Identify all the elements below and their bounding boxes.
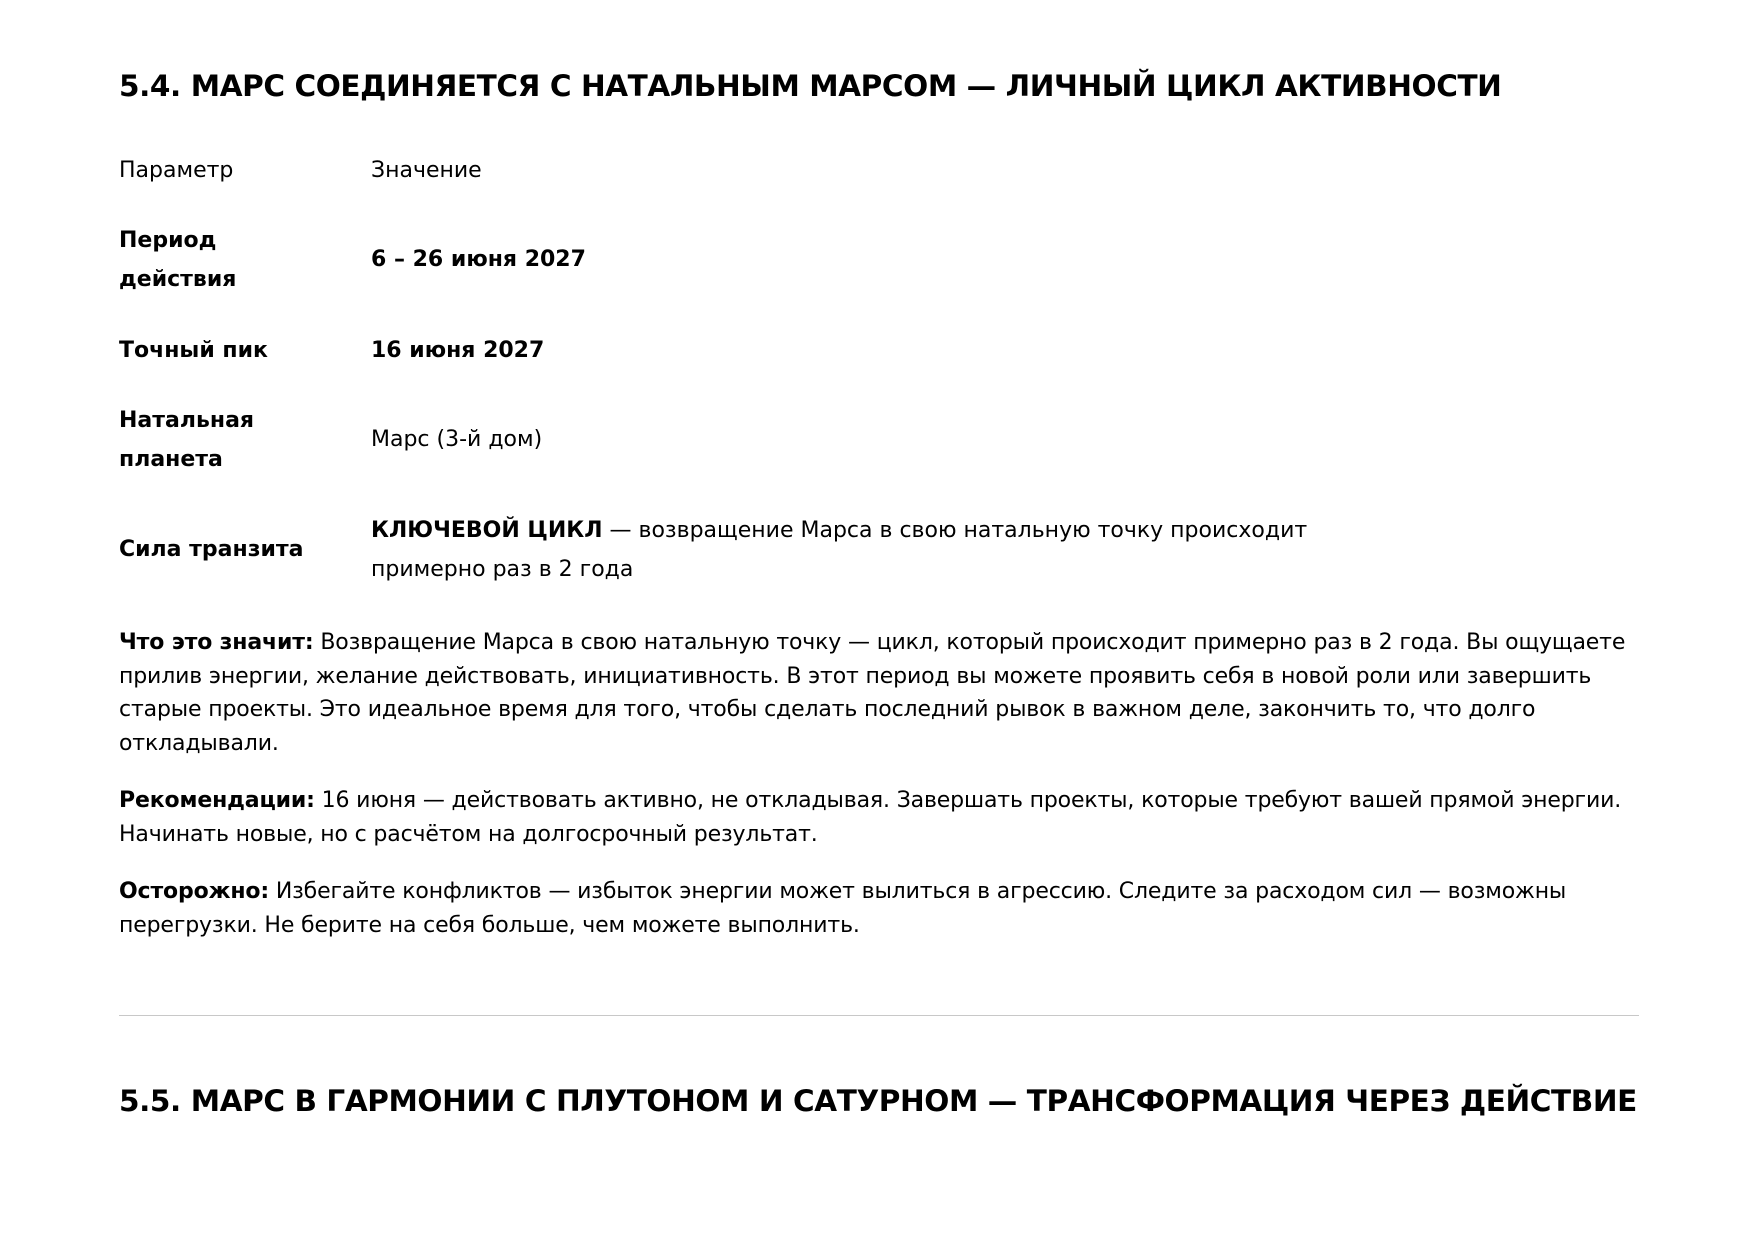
recommendations-paragraph <box>119 784 1639 851</box>
section-heading-5-4: 5.4. МАРС СОЕДИНЯЕТСЯ С НАТАЛЬНЫМ МАРСОМ — ЛИЧНЫЙ ЦИКЛ АКТИВНОСТИ <box>119 69 1502 103</box>
row-value-strength-line-2: примерно раз в 2 года <box>371 557 634 582</box>
caution-paragraph <box>119 875 1639 942</box>
meaning-line-1 <box>119 626 1639 660</box>
row-label-strength: Сила транзита <box>119 537 304 562</box>
row-value-strength-line-1 <box>371 511 1331 550</box>
row-value-strength <box>371 511 1331 589</box>
row-value-natal: Марс (3-й дом) <box>371 427 543 452</box>
caution-line-1 <box>119 875 1639 909</box>
row-label-natal-line-2: планета <box>119 447 223 472</box>
recommendations-line-1-text: 16 июня — действовать активно, не откладывая. Завершать проекты, которые требуют вашей прямой энергии. <box>314 788 1622 813</box>
meaning-line-2: прилив энергии, желание действовать, инициативность. В этот период вы можете проявить себя в новой роли или завершить <box>119 663 1592 689</box>
meaning-label: Что это значит: <box>119 630 314 655</box>
row-label-period <box>119 221 319 299</box>
meaning-line-4: откладывали. <box>119 730 279 756</box>
row-label-natal-line-1: Натальная <box>119 408 255 433</box>
meaning-line-1-text: Возвращение Марса в свою натальную точку — цикл, который происходит примерно раз в 2 года. Вы ощущаете <box>313 630 1626 655</box>
section-heading-5-5: 5.5. МАРС В ГАРМОНИИ С ПЛУТОНОМ И САТУРНОМ — ТРАНСФОРМАЦИЯ ЧЕРЕЗ ДЕЙСТВИЕ <box>119 1084 1637 1118</box>
strength-line-1-text: — возвращение Марса в свою натальную точку происходит <box>602 518 1308 543</box>
section-divider <box>119 1015 1639 1016</box>
row-label-peak: Точный пик <box>119 338 268 363</box>
row-value-peak: 16 июня 2027 <box>371 338 545 363</box>
recommendations-line-2: Начинать новые, но с расчётом на долгосрочный результат. <box>119 821 818 847</box>
meaning-line-3: старые проекты. Это идеальное время для того, чтобы сделать последний рывок в важном деле, закончить то, что долго <box>119 697 1536 722</box>
caution-line-2: перегрузки. Не берите на себя больше, чем можете выполнить. <box>119 912 860 938</box>
column-header-param: Параметр <box>119 158 234 183</box>
row-value-period: 6 – 26 июня 2027 <box>371 247 586 272</box>
column-header-value: Значение <box>371 158 482 183</box>
recommendations-line-1 <box>119 784 1639 818</box>
strength-emphasis: КЛЮЧЕВОЙ ЦИКЛ <box>371 518 603 543</box>
meaning-paragraph <box>119 626 1639 760</box>
row-label-natal <box>119 401 319 479</box>
row-label-period-line-1: Период <box>119 228 217 253</box>
recommendations-label: Рекомендации: <box>119 788 315 813</box>
caution-label: Осторожно: <box>119 879 269 904</box>
caution-line-1-text: Избегайте конфликтов — избыток энергии может вылиться в агрессию. Следите за расходом сил — возможны <box>268 879 1567 904</box>
row-label-period-line-2: действия <box>119 267 237 292</box>
